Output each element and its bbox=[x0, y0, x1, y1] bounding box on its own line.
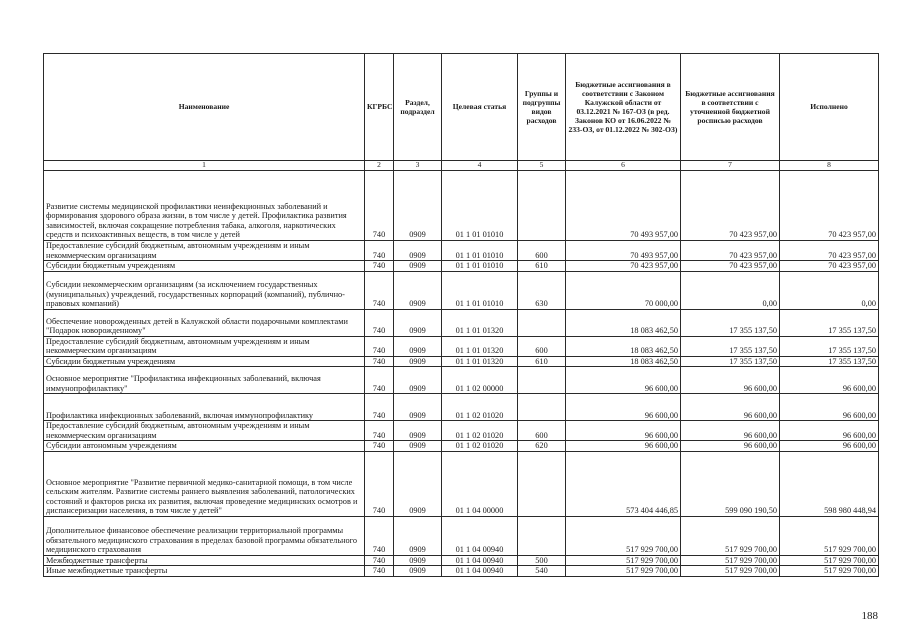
refined-allocation-cell: 70 423 957,00 bbox=[681, 261, 780, 272]
kgrbs-cell: 740 bbox=[365, 516, 394, 555]
kgrbs-cell: 740 bbox=[365, 441, 394, 452]
law-allocation-cell: 70 493 957,00 bbox=[566, 241, 681, 261]
razdel-cell: 0909 bbox=[394, 555, 442, 566]
kgrbs-cell: 740 bbox=[365, 566, 394, 577]
refined-allocation-cell: 17 355 137,50 bbox=[681, 336, 780, 356]
row-name-cell: Основное мероприятие "Профилактика инфекционных заболеваний, включая иммунопрофилактику" bbox=[44, 367, 365, 394]
law-allocation-cell: 18 083 462,50 bbox=[566, 356, 681, 367]
executed-cell: 517 929 700,00 bbox=[780, 566, 879, 577]
kgrbs-cell: 740 bbox=[365, 336, 394, 356]
refined-allocation-cell: 96 600,00 bbox=[681, 367, 780, 394]
column-number: 8 bbox=[780, 161, 879, 171]
kgrbs-cell: 740 bbox=[365, 241, 394, 261]
refined-allocation-cell: 517 929 700,00 bbox=[681, 566, 780, 577]
executed-cell: 96 600,00 bbox=[780, 394, 879, 421]
law-allocation-cell: 96 600,00 bbox=[566, 394, 681, 421]
razdel-cell: 0909 bbox=[394, 516, 442, 555]
expense-group-cell: 600 bbox=[518, 421, 566, 441]
target-article-cell: 01 1 02 01020 bbox=[442, 421, 518, 441]
table-row bbox=[44, 441, 879, 452]
expense-group-cell bbox=[518, 451, 566, 516]
table-row bbox=[44, 367, 879, 394]
expense-group-cell: 540 bbox=[518, 566, 566, 577]
kgrbs-cell: 740 bbox=[365, 555, 394, 566]
razdel-cell: 0909 bbox=[394, 271, 442, 309]
budget-table bbox=[43, 53, 879, 577]
refined-allocation-cell: 17 355 137,50 bbox=[681, 309, 780, 336]
executed-cell: 598 980 448,94 bbox=[780, 451, 879, 516]
header-kgrbs: КГРБС bbox=[365, 54, 394, 161]
refined-allocation-cell: 96 600,00 bbox=[681, 394, 780, 421]
expense-group-cell bbox=[518, 394, 566, 421]
law-allocation-cell: 18 083 462,50 bbox=[566, 336, 681, 356]
executed-cell: 70 423 957,00 bbox=[780, 261, 879, 272]
expense-group-cell: 600 bbox=[518, 241, 566, 261]
row-name-cell: Субсидии бюджетным учреждениям bbox=[44, 261, 365, 272]
expense-group-cell: 630 bbox=[518, 271, 566, 309]
law-allocation-cell: 96 600,00 bbox=[566, 441, 681, 452]
refined-allocation-cell: 17 355 137,50 bbox=[681, 356, 780, 367]
executed-cell: 70 423 957,00 bbox=[780, 241, 879, 261]
row-name-cell: Межбюджетные трансферты bbox=[44, 555, 365, 566]
refined-allocation-cell: 70 423 957,00 bbox=[681, 241, 780, 261]
target-article-cell: 01 1 01 01320 bbox=[442, 356, 518, 367]
razdel-cell: 0909 bbox=[394, 309, 442, 336]
column-number: 3 bbox=[394, 161, 442, 171]
executed-cell: 17 355 137,50 bbox=[780, 356, 879, 367]
table-row bbox=[44, 309, 879, 336]
table-row bbox=[44, 241, 879, 261]
target-article-cell: 01 1 02 00000 bbox=[442, 367, 518, 394]
column-number: 2 bbox=[365, 161, 394, 171]
law-allocation-cell: 18 083 462,50 bbox=[566, 309, 681, 336]
expense-group-cell bbox=[518, 171, 566, 241]
header-target-article: Целевая статья bbox=[442, 54, 518, 161]
refined-allocation-cell: 96 600,00 bbox=[681, 421, 780, 441]
target-article-cell: 01 1 02 01020 bbox=[442, 441, 518, 452]
refined-allocation-cell: 96 600,00 bbox=[681, 441, 780, 452]
table-row bbox=[44, 555, 879, 566]
table-row bbox=[44, 451, 879, 516]
law-allocation-cell: 96 600,00 bbox=[566, 367, 681, 394]
row-name-cell: Профилактика инфекционных заболеваний, включая иммунопрофилактику bbox=[44, 394, 365, 421]
law-allocation-cell: 70 423 957,00 bbox=[566, 261, 681, 272]
law-allocation-cell: 517 929 700,00 bbox=[566, 516, 681, 555]
row-name-cell: Дополнительное финансовое обеспечение реализации территориальной программы обязательного медицинского страхования в пределах базовой программы обязательного медицинского страхования bbox=[44, 516, 365, 555]
target-article-cell: 01 1 01 01010 bbox=[442, 171, 518, 241]
law-allocation-cell: 70 000,00 bbox=[566, 271, 681, 309]
refined-allocation-cell: 0,00 bbox=[681, 271, 780, 309]
executed-cell: 0,00 bbox=[780, 271, 879, 309]
row-name-cell: Субсидии некоммерческим организациям (за исключением государственных (муниципальных) учреждений, государственных корпораций (компаний), публично-правовых компаний) bbox=[44, 271, 365, 309]
razdel-cell: 0909 bbox=[394, 566, 442, 577]
expense-group-cell bbox=[518, 516, 566, 555]
executed-cell: 70 423 957,00 bbox=[780, 171, 879, 241]
expense-group-cell: 610 bbox=[518, 261, 566, 272]
target-article-cell: 01 1 01 01010 bbox=[442, 241, 518, 261]
header-refined-allocation: Бюджетные ассигнования в соответствии с уточненной бюджетной росписью расходов bbox=[681, 54, 780, 161]
refined-allocation-cell: 517 929 700,00 bbox=[681, 516, 780, 555]
table-row bbox=[44, 394, 879, 421]
razdel-cell: 0909 bbox=[394, 367, 442, 394]
table-row bbox=[44, 566, 879, 577]
law-allocation-cell: 517 929 700,00 bbox=[566, 566, 681, 577]
page-number: 188 bbox=[861, 610, 878, 622]
kgrbs-cell: 740 bbox=[365, 421, 394, 441]
razdel-cell: 0909 bbox=[394, 241, 442, 261]
target-article-cell: 01 1 01 01320 bbox=[442, 309, 518, 336]
expense-group-cell: 500 bbox=[518, 555, 566, 566]
law-allocation-cell: 70 493 957,00 bbox=[566, 171, 681, 241]
razdel-cell: 0909 bbox=[394, 171, 442, 241]
expense-group-cell: 620 bbox=[518, 441, 566, 452]
razdel-cell: 0909 bbox=[394, 356, 442, 367]
header-razdel: Раздел, подраздел bbox=[394, 54, 442, 161]
target-article-cell: 01 1 04 00940 bbox=[442, 555, 518, 566]
table-body bbox=[44, 171, 879, 577]
executed-cell: 96 600,00 bbox=[780, 421, 879, 441]
header-law-allocation: Бюджетные ассигнования в соответствии с Законом Калужской области от 03.12.2021 № 167-ОЗ (в ред. Законов КО от 16.06.2022 № 233-ОЗ, от 01.12.2022 № 302-ОЗ) bbox=[566, 54, 681, 161]
law-allocation-cell: 96 600,00 bbox=[566, 421, 681, 441]
row-name-cell: Предоставление субсидий бюджетным, автономным учреждениям и иным некоммерческим организациям bbox=[44, 336, 365, 356]
header-name: Наименование bbox=[44, 54, 365, 161]
razdel-cell: 0909 bbox=[394, 336, 442, 356]
row-name-cell: Предоставление субсидий бюджетным, автономным учреждениям и иным некоммерческим организациям bbox=[44, 421, 365, 441]
kgrbs-cell: 740 bbox=[365, 271, 394, 309]
target-article-cell: 01 1 01 01320 bbox=[442, 336, 518, 356]
razdel-cell: 0909 bbox=[394, 441, 442, 452]
header-row bbox=[44, 54, 879, 161]
executed-cell: 17 355 137,50 bbox=[780, 309, 879, 336]
executed-cell: 517 929 700,00 bbox=[780, 555, 879, 566]
header-executed: Исполнено bbox=[780, 54, 879, 161]
razdel-cell: 0909 bbox=[394, 451, 442, 516]
refined-allocation-cell: 599 090 190,50 bbox=[681, 451, 780, 516]
table-row bbox=[44, 271, 879, 309]
column-number: 4 bbox=[442, 161, 518, 171]
kgrbs-cell: 740 bbox=[365, 367, 394, 394]
kgrbs-cell: 740 bbox=[365, 356, 394, 367]
row-name-cell: Предоставление субсидий бюджетным, автономным учреждениям и иным некоммерческим организациям bbox=[44, 241, 365, 261]
target-article-cell: 01 1 02 01020 bbox=[442, 394, 518, 421]
row-name-cell: Субсидии бюджетным учреждениям bbox=[44, 356, 365, 367]
column-number: 5 bbox=[518, 161, 566, 171]
kgrbs-cell: 740 bbox=[365, 261, 394, 272]
header-expense-group: Группы и подгруппы видов расходов bbox=[518, 54, 566, 161]
row-name-cell: Основное мероприятие "Развитие первичной медико-санитарной помощи, в том числе сельским жителям. Развитие системы раннего выявления заболеваний, патологических состояний и факторов риска их развития, включая проведение медицинских осмотров и диспансеризации населения, в том числе у детей" bbox=[44, 451, 365, 516]
refined-allocation-cell: 70 423 957,00 bbox=[681, 171, 780, 241]
row-name-cell: Развитие системы медицинской профилактики неинфекционных заболеваний и формирования здорового образа жизни, в том числе у детей. Профилактика развития зависимостей, включая сокращение потребления табака, алкоголя, наркотических средств и психоактивных веществ, в том числе у детей bbox=[44, 171, 365, 241]
target-article-cell: 01 1 01 01010 bbox=[442, 261, 518, 272]
table-row bbox=[44, 421, 879, 441]
executed-cell: 96 600,00 bbox=[780, 367, 879, 394]
target-article-cell: 01 1 01 01010 bbox=[442, 271, 518, 309]
executed-cell: 96 600,00 bbox=[780, 441, 879, 452]
table-row bbox=[44, 336, 879, 356]
razdel-cell: 0909 bbox=[394, 394, 442, 421]
column-number: 7 bbox=[681, 161, 780, 171]
executed-cell: 517 929 700,00 bbox=[780, 516, 879, 555]
column-number: 1 bbox=[44, 161, 365, 171]
row-name-cell: Иные межбюджетные трансферты bbox=[44, 566, 365, 577]
executed-cell: 17 355 137,50 bbox=[780, 336, 879, 356]
kgrbs-cell: 740 bbox=[365, 394, 394, 421]
law-allocation-cell: 573 404 446,85 bbox=[566, 451, 681, 516]
kgrbs-cell: 740 bbox=[365, 451, 394, 516]
expense-group-cell: 600 bbox=[518, 336, 566, 356]
target-article-cell: 01 1 04 00940 bbox=[442, 566, 518, 577]
table-row bbox=[44, 261, 879, 272]
column-number: 6 bbox=[566, 161, 681, 171]
kgrbs-cell: 740 bbox=[365, 171, 394, 241]
row-name-cell: Обеспечение новорожденных детей в Калужской области подарочными комплектами "Подарок новорожденному" bbox=[44, 309, 365, 336]
target-article-cell: 01 1 04 00000 bbox=[442, 451, 518, 516]
table-row bbox=[44, 356, 879, 367]
column-number-row bbox=[44, 161, 879, 171]
expense-group-cell bbox=[518, 367, 566, 394]
expense-group-cell: 610 bbox=[518, 356, 566, 367]
razdel-cell: 0909 bbox=[394, 261, 442, 272]
law-allocation-cell: 517 929 700,00 bbox=[566, 555, 681, 566]
target-article-cell: 01 1 04 00940 bbox=[442, 516, 518, 555]
kgrbs-cell: 740 bbox=[365, 309, 394, 336]
table-row bbox=[44, 171, 879, 241]
refined-allocation-cell: 517 929 700,00 bbox=[681, 555, 780, 566]
table-row bbox=[44, 516, 879, 555]
row-name-cell: Субсидии автономным учреждениям bbox=[44, 441, 365, 452]
razdel-cell: 0909 bbox=[394, 421, 442, 441]
expense-group-cell bbox=[518, 309, 566, 336]
